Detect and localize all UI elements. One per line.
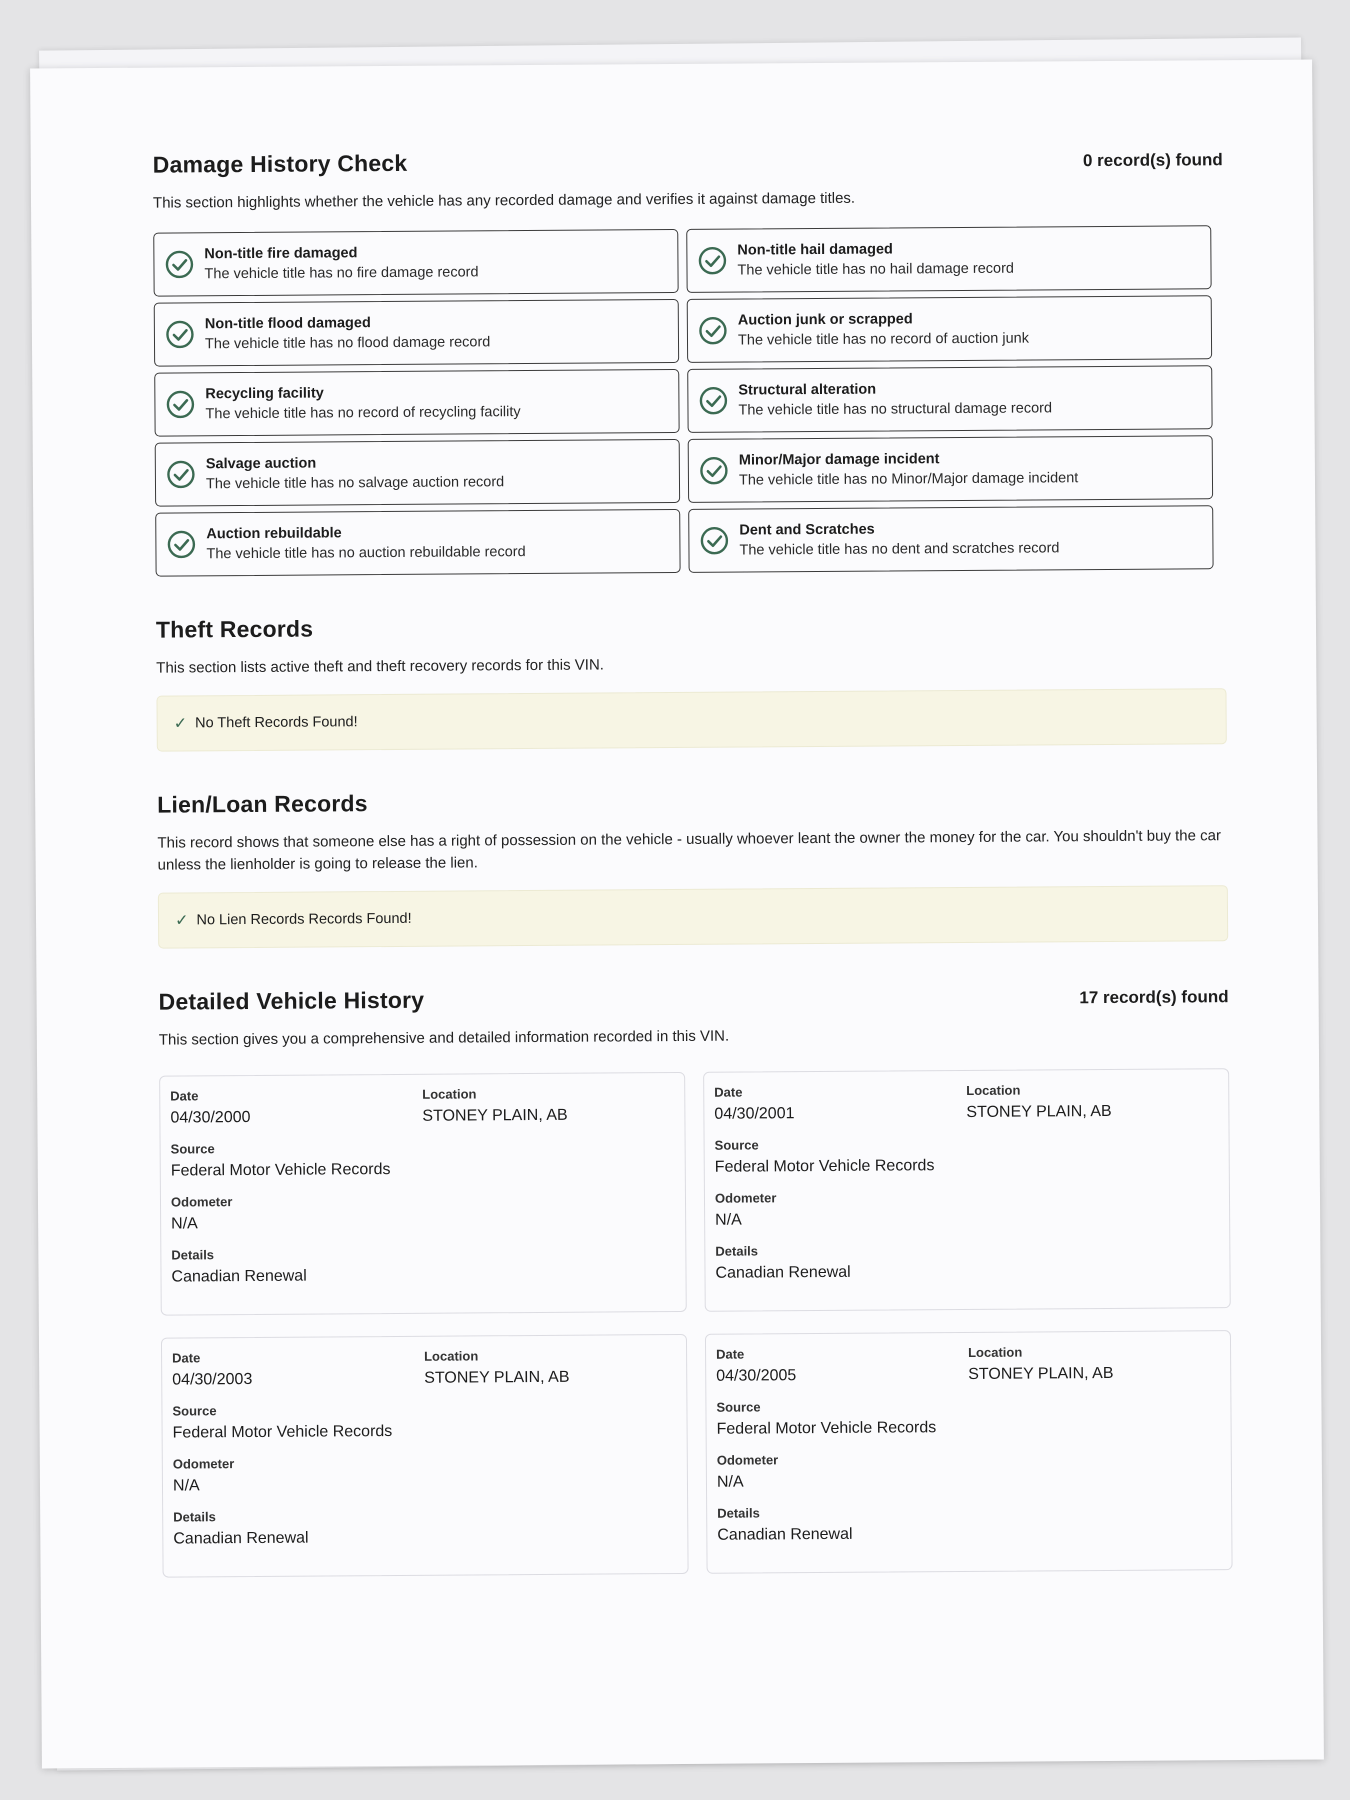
checkmark-icon: ✓: [173, 715, 188, 733]
damage-check-grid: [153, 225, 1213, 576]
history-date-field: [714, 1083, 966, 1124]
history-details-label: Details: [717, 1505, 760, 1521]
history-odometer-value: N/A: [172, 1477, 200, 1495]
lien-notice: [158, 885, 1228, 948]
history-location-label: Location: [424, 1348, 479, 1364]
damage-check-text: [739, 520, 1059, 558]
theft-title: Theft Records: [155, 615, 314, 643]
check-circle-icon: [699, 526, 729, 556]
history-location-field: [966, 1081, 1218, 1122]
history-records-count: 17 record(s) found: [1079, 987, 1229, 1008]
damage-check-card: [688, 435, 1213, 503]
check-circle-icon: [166, 529, 196, 559]
damage-check-title: Dent and Scratches: [739, 521, 875, 539]
history-date-value: 04/30/2000: [170, 1108, 251, 1127]
report-content: [153, 144, 1233, 1577]
theft-section: [156, 609, 1227, 751]
history-date-value: 04/30/2005: [716, 1367, 797, 1385]
history-source-value: Federal Motor Vehicle Records: [170, 1161, 391, 1180]
lien-description: This record shows that someone else has a right of possession on the vehicle - usually whoever leant the owner the money for the car. You shouldn't buy the car unless the lienholder is going to release the lien.: [157, 827, 1222, 874]
history-source-field: [171, 1138, 675, 1181]
history-odometer-label: Odometer: [170, 1194, 233, 1210]
damage-check-description: The vehicle title has no dent and scratches record: [739, 540, 1060, 559]
history-source-label: Source: [170, 1141, 215, 1157]
history-odometer-label: Odometer: [172, 1456, 235, 1472]
damage-check-title: Recycling facility: [205, 385, 324, 403]
damage-check-description: The vehicle title has no salvage auction record: [205, 474, 505, 493]
history-title: Detailed Vehicle History: [158, 986, 425, 1015]
history-source-value: Federal Motor Vehicle Records: [172, 1423, 393, 1442]
history-date-field: [716, 1345, 968, 1386]
history-details-value: Canadian Renewal: [717, 1525, 853, 1544]
history-date-label: Date: [170, 1088, 199, 1104]
history-details-field: [715, 1240, 1219, 1283]
history-location-value: STONEY PLAIN, AB: [422, 1106, 568, 1125]
damage-check-title: Non-title fire damaged: [204, 245, 358, 263]
history-location-label: Location: [968, 1344, 1023, 1360]
history-location-label: Location: [966, 1082, 1021, 1098]
history-odometer-value: N/A: [171, 1215, 198, 1233]
history-source-field: [716, 1396, 1220, 1439]
history-header: [159, 981, 1229, 1015]
damage-check-description: The vehicle title has no hail damage record: [737, 260, 1015, 279]
history-details-value: Canadian Renewal: [173, 1529, 309, 1548]
check-circle-icon: [165, 389, 195, 419]
damage-check-card: [153, 229, 678, 297]
vehicle-history-section: [159, 981, 1233, 1577]
history-odometer-label: Odometer: [716, 1452, 779, 1468]
damage-check-text: [206, 524, 525, 562]
damage-records-count: 0 record(s) found: [1082, 150, 1223, 171]
history-location-value: STONEY PLAIN, AB: [968, 1364, 1114, 1383]
history-source-label: Source: [716, 1399, 761, 1415]
damage-check-title: Salvage auction: [205, 455, 317, 473]
damage-check-card: [687, 295, 1212, 363]
history-source-value: Federal Motor Vehicle Records: [714, 1157, 935, 1176]
history-grid: [159, 1068, 1232, 1577]
lien-notice-text: No Lien Records Records Found!: [196, 910, 412, 929]
checkmark-icon: ✓: [174, 912, 189, 930]
theft-notice-text: No Theft Records Found!: [195, 714, 358, 732]
damage-check-text: [739, 450, 1079, 488]
check-circle-icon: [165, 319, 195, 349]
history-odometer-field: [171, 1191, 675, 1234]
history-details-field: [171, 1244, 675, 1287]
history-record-card: [159, 1072, 687, 1316]
history-date-field: [170, 1087, 422, 1128]
history-date-value: 04/30/2001: [714, 1105, 795, 1123]
check-circle-icon: [166, 459, 196, 489]
theft-notice: [156, 688, 1226, 751]
history-details-label: Details: [715, 1243, 759, 1259]
damage-check-card: [155, 439, 680, 507]
damage-check-title: Non-title hail damaged: [737, 241, 893, 259]
damage-check-title: Structural alteration: [738, 381, 877, 399]
damage-check-text: [738, 380, 1052, 418]
lien-title: Lien/Loan Records: [157, 790, 368, 818]
history-record-card: [161, 1334, 689, 1578]
damage-header: [153, 144, 1223, 178]
history-details-value: Canadian Renewal: [171, 1267, 307, 1286]
history-location-value: STONEY PLAIN, AB: [966, 1102, 1112, 1121]
damage-check-card: [154, 369, 679, 437]
history-date-value: 04/30/2003: [172, 1370, 253, 1389]
history-date-label: Date: [172, 1350, 201, 1366]
damage-check-description: The vehicle title has no flood damage record: [204, 334, 491, 353]
history-source-value: Federal Motor Vehicle Records: [716, 1419, 937, 1438]
damage-description: This section highlights whether the vehicle has any recorded damage and verifies it against damage titles.: [152, 189, 856, 212]
history-details-field: [717, 1502, 1221, 1545]
history-details-label: Details: [171, 1247, 215, 1263]
damage-check-description: The vehicle title has no structural damage record: [738, 400, 1053, 419]
history-record-card: [705, 1330, 1233, 1574]
damage-check-description: The vehicle title has no record of auction junk: [737, 330, 1030, 349]
history-source-field: [715, 1134, 1219, 1177]
damage-check-title: Auction junk or scrapped: [737, 311, 913, 329]
check-circle-icon: [698, 386, 728, 416]
history-odometer-label: Odometer: [714, 1190, 777, 1206]
check-circle-icon: [164, 249, 194, 279]
damage-check-card: [154, 299, 679, 367]
history-odometer-field: [173, 1453, 677, 1496]
history-description: This section gives you a comprehensive and detailed information recorded in this VIN.: [158, 1027, 730, 1049]
history-location-field: [422, 1085, 674, 1126]
history-date-label: Date: [714, 1084, 743, 1100]
damage-check-title: Auction rebuildable: [206, 525, 342, 543]
damage-check-text: [737, 241, 1014, 279]
history-odometer-value: N/A: [716, 1473, 744, 1491]
history-source-label: Source: [172, 1403, 217, 1419]
damage-check-text: [204, 244, 478, 282]
history-source-field: [172, 1400, 676, 1443]
damage-check-text: [738, 311, 1029, 349]
damage-check-title: Minor/Major damage incident: [738, 451, 940, 469]
theft-description: This section lists active theft and theft recovery records for this VIN.: [156, 656, 605, 677]
history-details-field: [173, 1506, 677, 1549]
history-date-label: Date: [716, 1346, 745, 1362]
history-odometer-field: [715, 1187, 1219, 1230]
check-circle-icon: [697, 246, 727, 276]
report-page: [30, 60, 1324, 1769]
history-location-label: Location: [422, 1086, 477, 1102]
damage-check-text: [205, 384, 520, 422]
damage-check-description: The vehicle title has no auction rebuildable record: [206, 544, 526, 563]
history-odometer-field: [717, 1449, 1221, 1492]
history-location-value: STONEY PLAIN, AB: [424, 1368, 570, 1387]
history-record-card: [703, 1068, 1231, 1312]
check-circle-icon: [699, 456, 729, 486]
history-location-field: [424, 1347, 676, 1388]
damage-check-card: [688, 505, 1213, 573]
history-odometer-value: N/A: [715, 1211, 742, 1229]
damage-check-text: [206, 454, 504, 492]
damage-history-section: [153, 144, 1226, 576]
damage-check-description: The vehicle title has no Minor/Major damage incident: [738, 470, 1079, 489]
damage-check-description: The vehicle title has no record of recycling facility: [205, 404, 521, 423]
history-details-label: Details: [173, 1509, 216, 1525]
check-circle-icon: [698, 316, 728, 346]
lien-section: [157, 784, 1228, 948]
damage-check-card: [155, 509, 680, 577]
damage-title: Damage History Check: [152, 149, 408, 178]
damage-check-card: [686, 225, 1211, 293]
damage-check-description: The vehicle title has no fire damage record: [204, 264, 479, 283]
history-location-field: [968, 1343, 1220, 1384]
history-details-value: Canadian Renewal: [715, 1263, 851, 1282]
history-source-label: Source: [714, 1137, 759, 1153]
history-date-field: [172, 1349, 424, 1390]
damage-check-card: [687, 365, 1212, 433]
damage-check-text: [205, 314, 491, 352]
damage-check-title: Non-title flood damaged: [204, 315, 371, 333]
